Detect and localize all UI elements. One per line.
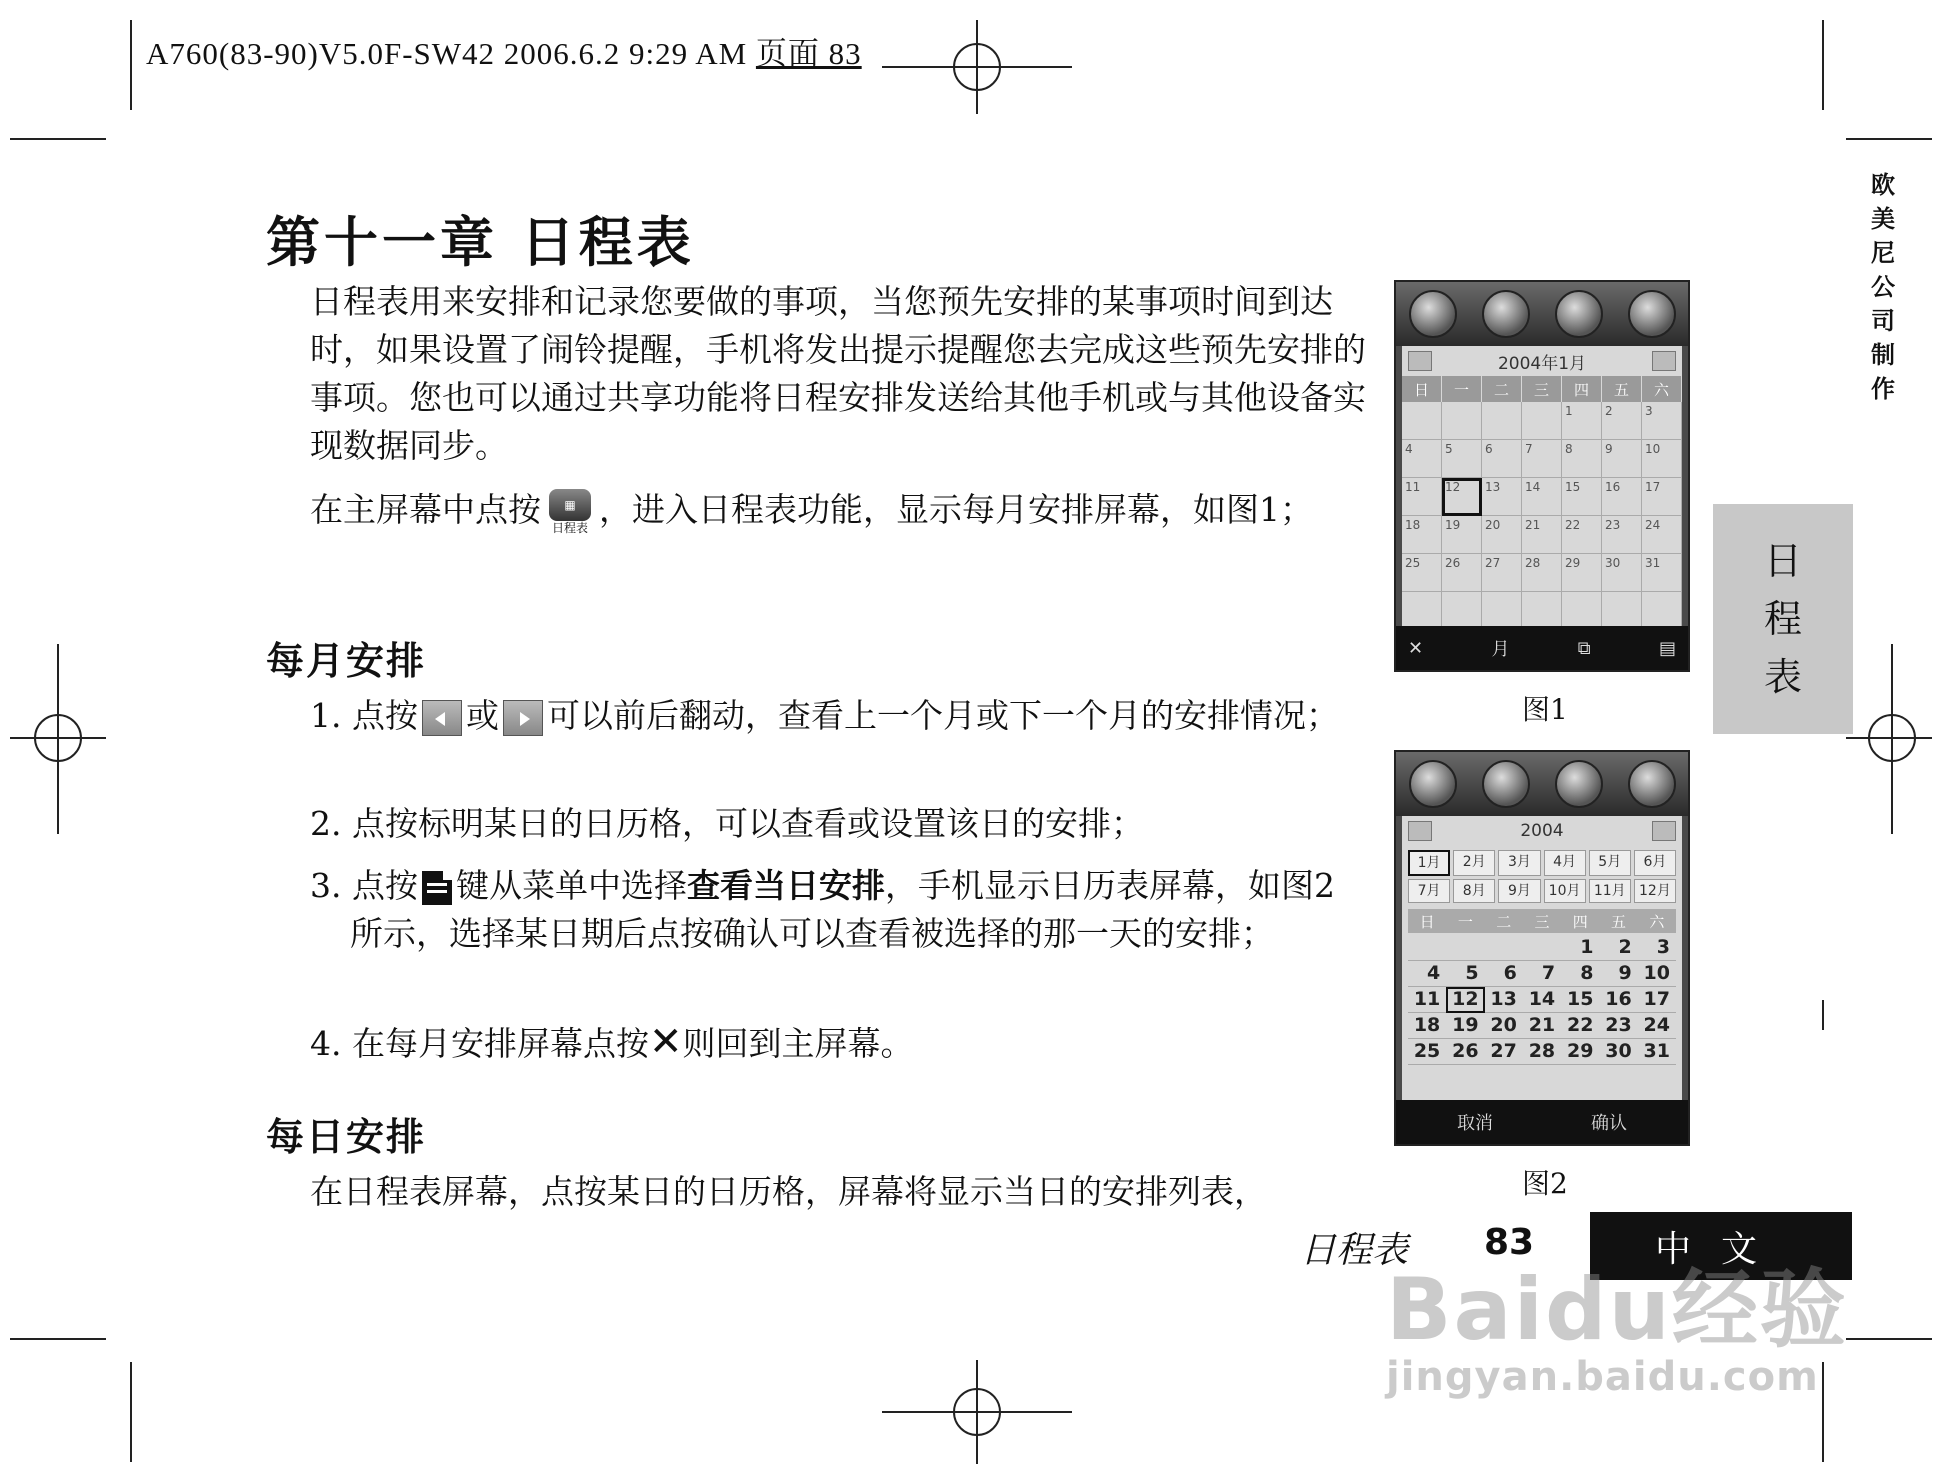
calendar-day-cell[interactable]: 23 [1602,516,1642,554]
calendar-screen [1402,346,1682,626]
weekday: 二 [1482,376,1522,402]
day-cell[interactable]: 19 [1446,1013,1484,1039]
date-picker-screen [1402,816,1682,1100]
calendar-day-cell[interactable]: 26 [1442,554,1482,592]
close-icon[interactable]: ✕ [1408,637,1424,659]
prev-month-icon[interactable] [1408,351,1432,371]
day-cell[interactable]: 30 [1599,1039,1637,1065]
weekday: 六 [1642,376,1682,402]
registration-mark [1868,714,1916,762]
month-title: 2004年1月 [1497,353,1587,374]
calendar-day-cell[interactable] [1402,592,1442,630]
calendar-day-cell[interactable]: 30 [1602,554,1642,592]
list-item [310,1018,1366,1068]
day-cell[interactable]: 16 [1599,987,1637,1013]
day-cell[interactable] [1446,935,1484,961]
arrow-right-icon [503,700,543,736]
vertical-char: 公 [1871,273,1895,301]
weekday: 一 [1442,376,1482,402]
contacts-icon [1555,290,1603,338]
list-text: 或 [465,696,499,735]
calendar-day-cell[interactable]: 15 [1562,478,1602,516]
month-option[interactable]: 11月 [1589,879,1631,903]
calendar-day-cell[interactable] [1442,592,1482,630]
month-option[interactable]: 7月 [1408,879,1450,903]
day-cell[interactable]: 11 [1408,987,1446,1013]
month-option[interactable]: 5月 [1589,850,1631,876]
figure-1-screenshot [1394,280,1690,672]
day-cell[interactable]: 17 [1638,987,1676,1013]
calendar-day-cell[interactable]: 13 [1482,478,1522,516]
calendar-day-cell[interactable] [1482,592,1522,630]
calendar-day-cell[interactable] [1402,402,1442,440]
page-number: 83 [1484,1222,1535,1263]
day-grid [1402,935,1682,1065]
print-header [146,28,862,73]
calendar-day-cell[interactable]: 9 [1602,440,1642,478]
day-cell[interactable]: 29 [1561,1039,1599,1065]
intro-text: 在主屏幕中点按 [310,490,541,529]
month-header [1402,346,1682,376]
figure-2-screenshot [1394,750,1690,1146]
calendar-day-cell[interactable] [1522,592,1562,630]
registration-mark [34,714,82,762]
calendar-day-cell[interactable]: 18 [1402,516,1442,554]
arrow-left-icon [422,700,462,736]
language-tab: 中文 [1590,1212,1852,1280]
vertical-char: 美 [1871,205,1895,233]
close-icon: ✕ [648,1019,683,1065]
weekday: 四 [1572,912,1588,931]
list-item [310,692,1366,740]
crop-mark [1846,138,1932,140]
list-text: 键从菜单中选择 [455,866,687,905]
calendar-day-cell[interactable]: 8 [1562,440,1602,478]
crop-mark [10,1338,106,1340]
weekday: 五 [1602,376,1642,402]
vertical-char: 尼 [1871,239,1895,267]
day-cell[interactable]: 20 [1485,1013,1523,1039]
day-cell[interactable]: 3 [1638,935,1676,961]
weekday: 六 [1649,912,1665,931]
intro-paragraph-2 [310,486,1366,535]
day-cell[interactable]: 28 [1523,1039,1561,1065]
weekday-row [1402,376,1682,402]
day-cell[interactable]: 27 [1485,1039,1523,1065]
day-cell[interactable]: 22 [1561,1013,1599,1039]
calendar-day-cell[interactable]: 29 [1562,554,1602,592]
calendar-day-cell[interactable]: 14 [1522,478,1562,516]
calendar-day-cell[interactable]: 7 [1522,440,1562,478]
day-cell[interactable]: 1 [1561,935,1599,961]
day-cell[interactable]: 13 [1485,987,1523,1013]
day-cell[interactable]: 21 [1523,1013,1561,1039]
day-cell[interactable] [1523,935,1561,961]
calendar-day-cell[interactable]: 28 [1522,554,1562,592]
vertical-char: 制 [1871,341,1895,369]
day-cell[interactable]: 31 [1638,1039,1676,1065]
calendar-icon: ▦ [549,489,591,521]
daily-paragraph: 在日程表屏幕，点按某日的日历格，屏幕将显示当日的安排列表， [310,1172,1267,1211]
month-option[interactable]: 1月 [1408,850,1450,876]
calendar-day-cell[interactable]: 4 [1402,440,1442,478]
weekday-row [1408,909,1676,933]
figure-caption: 图1 [1522,693,1568,726]
crop-mark [1846,1338,1932,1340]
section-title-monthly: 每月安排 [266,638,427,683]
calendar-day-cell[interactable]: 24 [1642,516,1682,554]
calendar-day-cell[interactable] [1482,402,1522,440]
calendar-day-cell[interactable]: 27 [1482,554,1522,592]
crop-mark [1822,1000,1824,1030]
month-selector [1402,846,1682,907]
calendar-day-cell[interactable]: 2 [1602,402,1642,440]
page-label: 页面 83 [755,36,862,71]
footer-section-title: 日程表 [1300,1230,1409,1271]
phone-bottom-bar [1396,626,1688,670]
prev-year-icon[interactable] [1408,821,1432,841]
weekday: 四 [1562,376,1602,402]
day-cell[interactable]: 26 [1446,1039,1484,1065]
calendar-day-cell[interactable] [1442,402,1482,440]
intro-paragraph: 日程表用来安排和记录您要做的事项，当您预先安排的某事项时间到达时，如果设置了闹铃提醒，手机将发出提示提醒您去完成这些预先安排的事项。您也可以通过共享功能将日程安排发送给其他手机或与其他设备实现数据同步。 [310,282,1366,465]
day-cell[interactable]: 10 [1638,961,1676,987]
weekday: 三 [1522,376,1562,402]
calendar-day-cell[interactable]: 11 [1402,478,1442,516]
tab-char: 表 [1763,655,1802,699]
menu-icon[interactable]: ▤ [1658,637,1676,659]
calendar-day-cell[interactable]: 1 [1562,402,1602,440]
calendar-day-cell[interactable]: 31 [1642,554,1682,592]
crop-mark [1822,20,1824,110]
company-vertical-text [1868,168,1898,406]
month-option[interactable]: 3月 [1498,850,1540,876]
list-text: 3. 点按 [310,866,418,905]
calendar-day-cell[interactable] [1522,402,1562,440]
section-title-daily: 每日安排 [266,1114,427,1159]
tab-char: 日 [1763,539,1802,583]
phone-bottom-bar [1396,1100,1688,1144]
calendar-day-cell[interactable] [1562,592,1602,630]
calendar-day-cell[interactable]: 19 [1442,516,1482,554]
day-cell[interactable]: 12 [1446,987,1484,1013]
day-cell[interactable]: 9 [1599,961,1637,987]
day-cell[interactable]: 7 [1523,961,1561,987]
cancel-button[interactable]: 取消 [1457,1113,1493,1134]
month-option[interactable]: 8月 [1453,879,1495,903]
day-cell[interactable]: 24 [1638,1013,1676,1039]
watermark-url: jingyan.baidu.com [1386,1354,1819,1400]
weekday: 五 [1611,912,1627,931]
calendar-day-cell[interactable] [1602,592,1642,630]
day-cell[interactable]: 15 [1561,987,1599,1013]
calendar-app-icon [549,489,591,535]
calendar-day-cell[interactable]: 17 [1642,478,1682,516]
day-cell[interactable]: 23 [1599,1013,1637,1039]
day-cell[interactable]: 18 [1408,1013,1446,1039]
day-cell[interactable]: 8 [1561,961,1599,987]
contacts-icon [1555,760,1603,808]
day-cell[interactable]: 14 [1523,987,1561,1013]
sync-icon[interactable]: ⧉ [1577,637,1591,659]
hangup-icon [1628,290,1676,338]
print-meta: A760(83-90)V5.0F-SW42 2006.6.2 9:29 AM [146,36,756,71]
weekday: 日 [1402,376,1442,402]
crop-mark [130,1362,132,1462]
day-cell[interactable]: 5 [1446,961,1484,987]
calendar-day-cell[interactable] [1642,592,1682,630]
day-cell[interactable]: 4 [1408,961,1446,987]
vertical-char: 司 [1871,307,1895,335]
crop-mark [10,138,106,140]
home-icon [1409,760,1457,808]
month-option[interactable]: 12月 [1634,879,1676,903]
month-option[interactable]: 9月 [1498,879,1540,903]
weekday: 一 [1457,912,1473,931]
day-cell[interactable]: 2 [1599,935,1637,961]
intro-text: ，进入日程表功能，显示每月安排屏幕，如图1； [599,490,1313,529]
year-header [1402,816,1682,846]
calendar-day-cell[interactable]: 20 [1482,516,1522,554]
list-text: 1. 点按 [310,696,418,735]
next-month-icon[interactable] [1652,351,1676,371]
vertical-char: 欧 [1871,171,1895,199]
calendar-day-cell[interactable]: 5 [1442,440,1482,478]
year-title: 2004 [1520,821,1564,841]
registration-mark [953,1388,1001,1436]
weekday: 三 [1534,912,1550,931]
view-selector[interactable]: 月 [1491,639,1510,660]
month-option[interactable]: 6月 [1634,850,1676,876]
home-icon [1409,290,1457,338]
next-year-icon[interactable] [1652,821,1676,841]
phone-top-bar [1396,752,1688,816]
watermark [1386,1240,1848,1400]
watermark-logo: Baidu经验 [1386,1260,1848,1360]
calendar-day-cell[interactable]: 21 [1522,516,1562,554]
day-cell[interactable] [1408,935,1446,961]
hangup-icon [1628,760,1676,808]
calendar-day-cell[interactable]: 22 [1562,516,1602,554]
day-cell[interactable]: 25 [1408,1039,1446,1065]
figure-caption: 图2 [1522,1167,1568,1200]
calendar-day-cell[interactable]: 3 [1642,402,1682,440]
day-cell[interactable] [1485,935,1523,961]
list-item [310,862,1366,958]
day-cell[interactable]: 6 [1485,961,1523,987]
month-option[interactable]: 10月 [1544,879,1586,903]
calendar-day-cell[interactable]: 25 [1402,554,1442,592]
list-text: 则回到主屏幕。 [682,1024,914,1063]
confirm-button[interactable]: 确认 [1591,1113,1627,1134]
icon-caption: 日程表 [551,521,588,535]
chapter-side-tab [1713,504,1853,734]
list-text: ，手机显示日历表屏幕，如图2所示，选择某日期后点按确认可以查看被选择的那一天的安排； [350,866,1335,953]
menu-key-icon [422,871,452,905]
calendar-day-cell[interactable]: 16 [1602,478,1642,516]
list-item: 2. 点按标明某日的日历格，可以查看或设置该日的安排； [310,804,1144,843]
list-text: 可以前后翻动，查看上一个月或下一个月的安排情况； [546,696,1339,735]
calendar-day-cell[interactable]: 12 [1442,478,1482,516]
tab-char: 程 [1763,597,1802,641]
list-text: 4. 在每月安排屏幕点按 [310,1024,649,1063]
registration-mark [953,43,1001,91]
month-option[interactable]: 2月 [1453,850,1495,876]
phone-icon [1482,760,1530,808]
crop-mark [130,20,132,110]
month-option[interactable]: 4月 [1544,850,1586,876]
calendar-grid [1402,402,1682,630]
chapter-title: 第十一章 日程表 [266,210,695,274]
menu-option-text: 查看当日安排 [686,866,885,905]
phone-top-bar [1396,282,1688,346]
calendar-day-cell[interactable]: 10 [1642,440,1682,478]
phone-icon [1482,290,1530,338]
weekday: 二 [1496,912,1512,931]
calendar-day-cell[interactable]: 6 [1482,440,1522,478]
weekday: 日 [1419,912,1435,931]
vertical-char: 作 [1871,375,1895,403]
